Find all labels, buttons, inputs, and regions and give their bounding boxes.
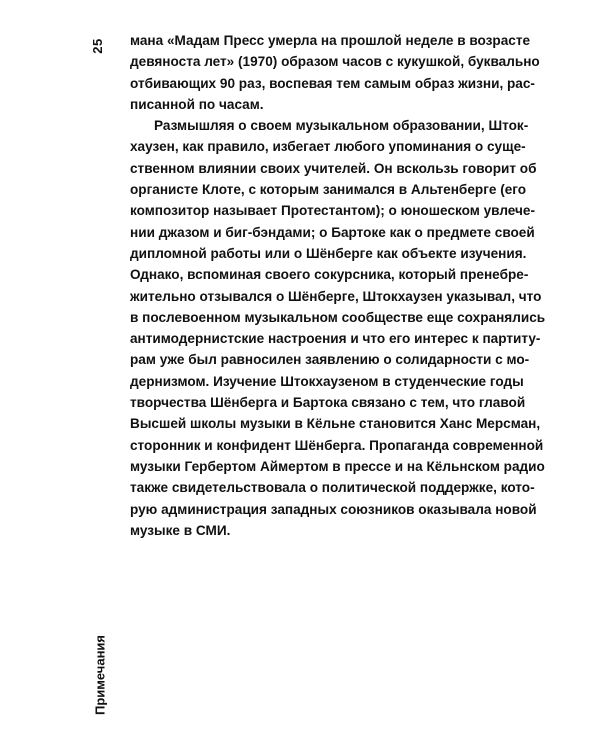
text-line: музыки Гербертом Аймертом в прессе и на Кёльнском радио — [130, 458, 545, 474]
paragraph — [130, 115, 546, 541]
text-line: также свидетельствовала о политической поддержке, кото- — [130, 480, 535, 496]
text-line: антимодернистские настроения и что его интерес к партиту- — [130, 331, 541, 347]
text-line: хаузен, как правило, избегает любого упоминания о суще- — [130, 139, 526, 155]
text-line: Размышляя о своем музыкальном образовании, Шток- — [154, 118, 529, 134]
text-line: мана «Мадам Пресс умерла на прошлой неделе в возрасте — [130, 33, 531, 48]
body-text — [130, 30, 546, 541]
text-line: творчества Шёнберга и Бартока связано с тем, что главой — [130, 395, 526, 411]
text-line: отбивающих 90 раз, воспевая тем самым образ жизни, рас- — [130, 75, 535, 91]
text-line: девяноста лет» (1970) образом часов с кукушкой, буквально — [130, 54, 540, 70]
page-number: 25 — [90, 38, 105, 54]
text-line: органисте Клоте, с которым занимался в Альтенберге (его — [130, 182, 527, 198]
text-line: дернизмом. Изучение Штокхаузеном в студенческие годы — [130, 373, 524, 389]
text-line: сторонник и конфидент Шёнберга. Пропаганда современной — [130, 437, 544, 453]
text-line: дипломной работы или о Шёнберге как объекте изучения. — [130, 245, 527, 261]
text-line: ственном влиянии своих учителей. Он вскользь говорит об — [130, 160, 537, 176]
running-head: Примечания — [92, 634, 108, 716]
text-line: музыке в СМИ. — [130, 522, 231, 538]
text-line: жительно отзывался о Шёнберге, Штокхаузен указывал, что — [130, 288, 542, 304]
paragraph — [130, 30, 542, 115]
text-line: нии джазом и биг-бэндами; о Бартоке как о предмете своей — [130, 224, 535, 240]
text-line: писанной по часам. — [130, 96, 264, 112]
text-line: композитор называет Протестантом); о юношеском увлече- — [130, 203, 535, 219]
text-line: в послевоенном музыкальном сообществе еще сохранялись — [130, 309, 546, 325]
text-line: Высшей школы музыки в Кёльне становится Ханс Мерсман, — [130, 416, 541, 432]
text-line: рую администрация западных союзников оказывала новой — [130, 501, 537, 517]
text-line: рам уже был равносилен заявлению о солидарности с мо- — [130, 352, 530, 368]
text-line: Однако, вспоминая своего сокурсника, который пренебре- — [130, 267, 529, 283]
